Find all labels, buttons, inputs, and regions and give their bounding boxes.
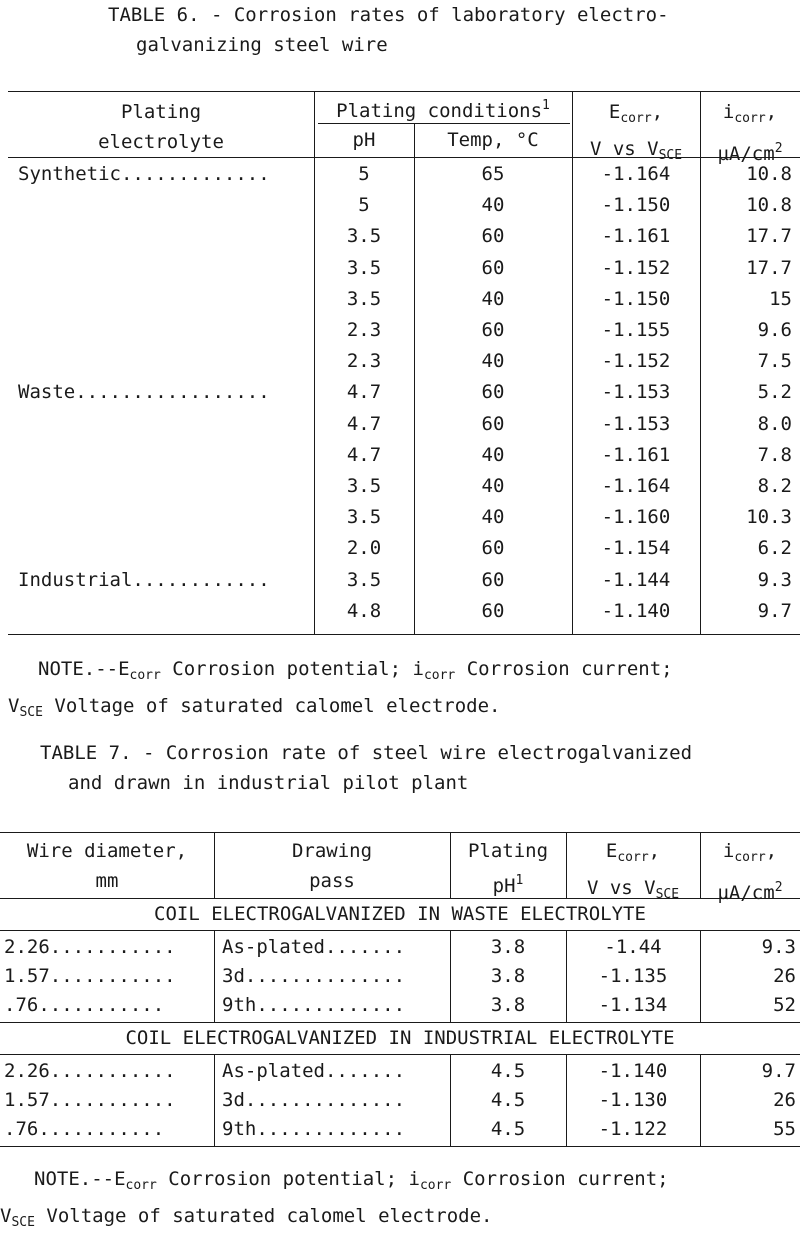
table6-cell-icorr: 10.3 (746, 506, 792, 528)
table6-caption (108, 0, 669, 60)
table6-top-rule (8, 91, 800, 92)
table7-cell-ph: 4.5 (490, 1118, 526, 1140)
table6-cell-ph: 3.5 (346, 475, 382, 497)
table7-section-title-industrial: COIL ELECTROGALVANIZED IN INDUSTRIAL ELECTROLYTE (125, 1027, 675, 1049)
table6-cell-temp: 60 (481, 319, 505, 341)
table7-note: $NOTE.--E_{corr}$ Corrosion potential; $i_{corr}$ Corrosion current; $V_{SCE}$ Voltage of saturated calomel electrode. (0, 1168, 669, 1230)
table6-cell-ecorr: -1.150 (601, 288, 671, 310)
table7-header-pass: Drawing pass (291, 840, 373, 892)
table6-cell-ph: 2.0 (346, 537, 382, 559)
table6-cell-ph: 3.5 (346, 257, 382, 279)
table7-cell-icorr: 26 (773, 965, 796, 987)
table6-cell-ecorr: -1.160 (601, 506, 671, 528)
table6-cell-ph: 4.8 (346, 600, 382, 622)
table7-cell-ph: 3.8 (490, 936, 526, 958)
table6-header-ecorr: $E_{corr}$, V vs $V_{SCE}$ (589, 101, 683, 163)
table7-cell-ph: 3.8 (490, 965, 526, 987)
table7-cell-ph: 3.8 (490, 994, 526, 1016)
table7-cell-diameter: 2.26........... (4, 936, 176, 958)
table6-cell-ecorr: -1.144 (601, 569, 671, 591)
table6-caption-line1: TABLE 6. - Corrosion rates of laboratory electro- (108, 4, 669, 26)
table6-header-electrolyte: Plating electrolyte (98, 101, 224, 153)
table6-cell-icorr: 9.3 (757, 569, 792, 591)
table6-cell-ph: 3.5 (346, 288, 382, 310)
table6-cell-temp: 60 (481, 537, 505, 559)
table7-divider-1c (214, 1054, 215, 1146)
table6-cell-ph: 3.5 (346, 569, 382, 591)
table7-bottom-rule (0, 1146, 800, 1147)
table7-cell-diameter: 1.57........... (4, 1089, 176, 1111)
table7-cell-ecorr: -1.130 (598, 1089, 668, 1111)
table6-cell-temp: 60 (481, 225, 505, 247)
table6-cell-ecorr: -1.164 (601, 475, 671, 497)
table7-section2-rule (0, 1054, 800, 1055)
table7-caption-line2: and drawn in industrial pilot plant (68, 772, 469, 794)
table7-cell-icorr: 9.3 (761, 936, 796, 958)
table7-cell-ph: 4.5 (490, 1060, 526, 1082)
table6-cell-ecorr: -1.154 (601, 537, 671, 559)
table6-cell-ph: 5 (358, 163, 370, 185)
table6-cell-icorr: 17.7 (746, 257, 792, 279)
table6-cell-electrolyte: Waste................. (18, 381, 270, 403)
table7-cell-icorr: 9.7 (761, 1060, 796, 1082)
table6-cell-ph: 4.7 (346, 381, 382, 403)
table6-cell-electrolyte: Industrial............ (18, 569, 270, 591)
table7-section-title-waste: COIL ELECTROGALVANIZED IN WASTE ELECTROLYTE (154, 903, 646, 925)
table6-cell-temp: 60 (481, 257, 505, 279)
table7-cell-diameter: 1.57........... (4, 965, 176, 987)
table6-cell-ph: 4.7 (346, 413, 382, 435)
table6-cell-icorr: 9.7 (757, 600, 792, 622)
table6-cell-icorr: 5.2 (757, 381, 792, 403)
table6-cell-ecorr: -1.164 (601, 163, 671, 185)
table6-cell-temp: 60 (481, 413, 505, 435)
table6-cell-temp: 40 (481, 350, 505, 372)
table6-cell-ph: 2.3 (346, 350, 382, 372)
table7-top-rule (0, 832, 800, 833)
table6-cell-icorr: 8.0 (757, 413, 792, 435)
table6-cell-temp: 60 (481, 381, 505, 403)
table6-cell-ph: 3.5 (346, 506, 382, 528)
table7-section2-top-rule (0, 1022, 800, 1023)
table6-cell-temp: 40 (481, 194, 505, 216)
table6-cell-temp: 40 (481, 288, 505, 310)
table7-cell-pass: 9th............. (222, 994, 406, 1016)
table7-cell-icorr: 55 (773, 1118, 796, 1140)
table6-conditions-rule (318, 123, 570, 124)
table6-cell-ecorr: -1.152 (601, 257, 671, 279)
table7-cell-icorr: 26 (773, 1089, 796, 1111)
table7-cell-pass: As-plated....... (222, 1060, 406, 1082)
table7-cell-pass: 9th............. (222, 1118, 406, 1140)
table6-cell-icorr: 15 (769, 288, 792, 310)
table7-header-diameter: Wire diameter, mm (26, 840, 188, 892)
table7-cell-ecorr: -1.140 (598, 1060, 668, 1082)
table7-cell-diameter: .76........... (4, 1118, 165, 1140)
table6-cell-ph: 2.3 (346, 319, 382, 341)
table6-cell-icorr: 17.7 (746, 225, 792, 247)
table7-section1-rule (0, 930, 800, 931)
table6-cell-icorr: 9.6 (757, 319, 792, 341)
table6-cell-icorr: 6.2 (757, 537, 792, 559)
table6-header-ph: pH (352, 129, 376, 151)
table7-cell-ecorr: -1.122 (598, 1118, 668, 1140)
table7-divider-1b (214, 930, 215, 1022)
table6-cell-temp: 65 (481, 163, 505, 185)
table6-cell-electrolyte: Synthetic............. (18, 163, 270, 185)
table7-cell-pass: 3d.............. (222, 1089, 406, 1111)
table6-cell-ecorr: -1.153 (601, 413, 671, 435)
table6-bottom-rule (8, 634, 800, 635)
table6-cell-icorr: 10.8 (746, 194, 792, 216)
table7-caption (40, 738, 692, 798)
table6-cell-icorr: 7.5 (757, 350, 792, 372)
table7-cell-pass: 3d.............. (222, 965, 406, 987)
table6-cell-ecorr: -1.140 (601, 600, 671, 622)
table7-header-icorr: $i_{corr}$, $\mu A/cm^2$ (717, 840, 783, 904)
table6-note: $NOTE.--E_{corr}$ Corrosion potential; $i_{corr}$ Corrosion current; $V_{SCE}$ Voltage of saturated calomel electrode. (8, 658, 673, 720)
table7-header-ph: Plating $pH^1$ (467, 840, 549, 897)
table6-cell-ph: 3.5 (346, 225, 382, 247)
table6-caption-line2: galvanizing steel wire (136, 34, 388, 56)
table6-cell-temp: 60 (481, 569, 505, 591)
table6-cell-ecorr: -1.153 (601, 381, 671, 403)
table7-cell-diameter: 2.26........... (4, 1060, 176, 1082)
table7-caption-line1: TABLE 7. - Corrosion rate of steel wire electrogalvanized (40, 742, 693, 764)
table6-cell-ecorr: -1.155 (601, 319, 671, 341)
table6-cell-icorr: 8.2 (757, 475, 792, 497)
table7-cell-pass: As-plated....... (222, 936, 406, 958)
table7-header-ecorr: $E_{corr}$, V vs $V_{SCE}$ (586, 840, 680, 902)
table7-cell-ecorr: -1.134 (598, 994, 668, 1016)
table6-cell-ecorr: -1.150 (601, 194, 671, 216)
table6-cell-icorr: 7.8 (757, 444, 792, 466)
table6-cell-ecorr: -1.152 (601, 350, 671, 372)
table7-cell-ecorr: -1.44 (604, 936, 662, 958)
table7-cell-ecorr: -1.135 (598, 965, 668, 987)
table6-cell-temp: 40 (481, 475, 505, 497)
table6-cell-temp: 40 (481, 444, 505, 466)
table6-header-icorr: $i_{corr}$, $\mu A/cm^2$ (717, 101, 783, 165)
table6-cell-ecorr: -1.161 (601, 225, 671, 247)
table7-cell-icorr: 52 (773, 994, 796, 1016)
table6-cell-temp: 40 (481, 506, 505, 528)
table7-cell-diameter: .76........... (4, 994, 165, 1016)
table6-cell-ph: 5 (358, 194, 370, 216)
table6-header-conditions: Plating conditions$^1$ (336, 98, 550, 122)
table6-cell-ph: 4.7 (346, 444, 382, 466)
table6-cell-temp: 60 (481, 600, 505, 622)
table6-cell-icorr: 10.8 (746, 163, 792, 185)
table6-header-temp: Temp, °C (447, 129, 539, 151)
table6-cell-ecorr: -1.161 (601, 444, 671, 466)
table7-cell-ph: 4.5 (490, 1089, 526, 1111)
